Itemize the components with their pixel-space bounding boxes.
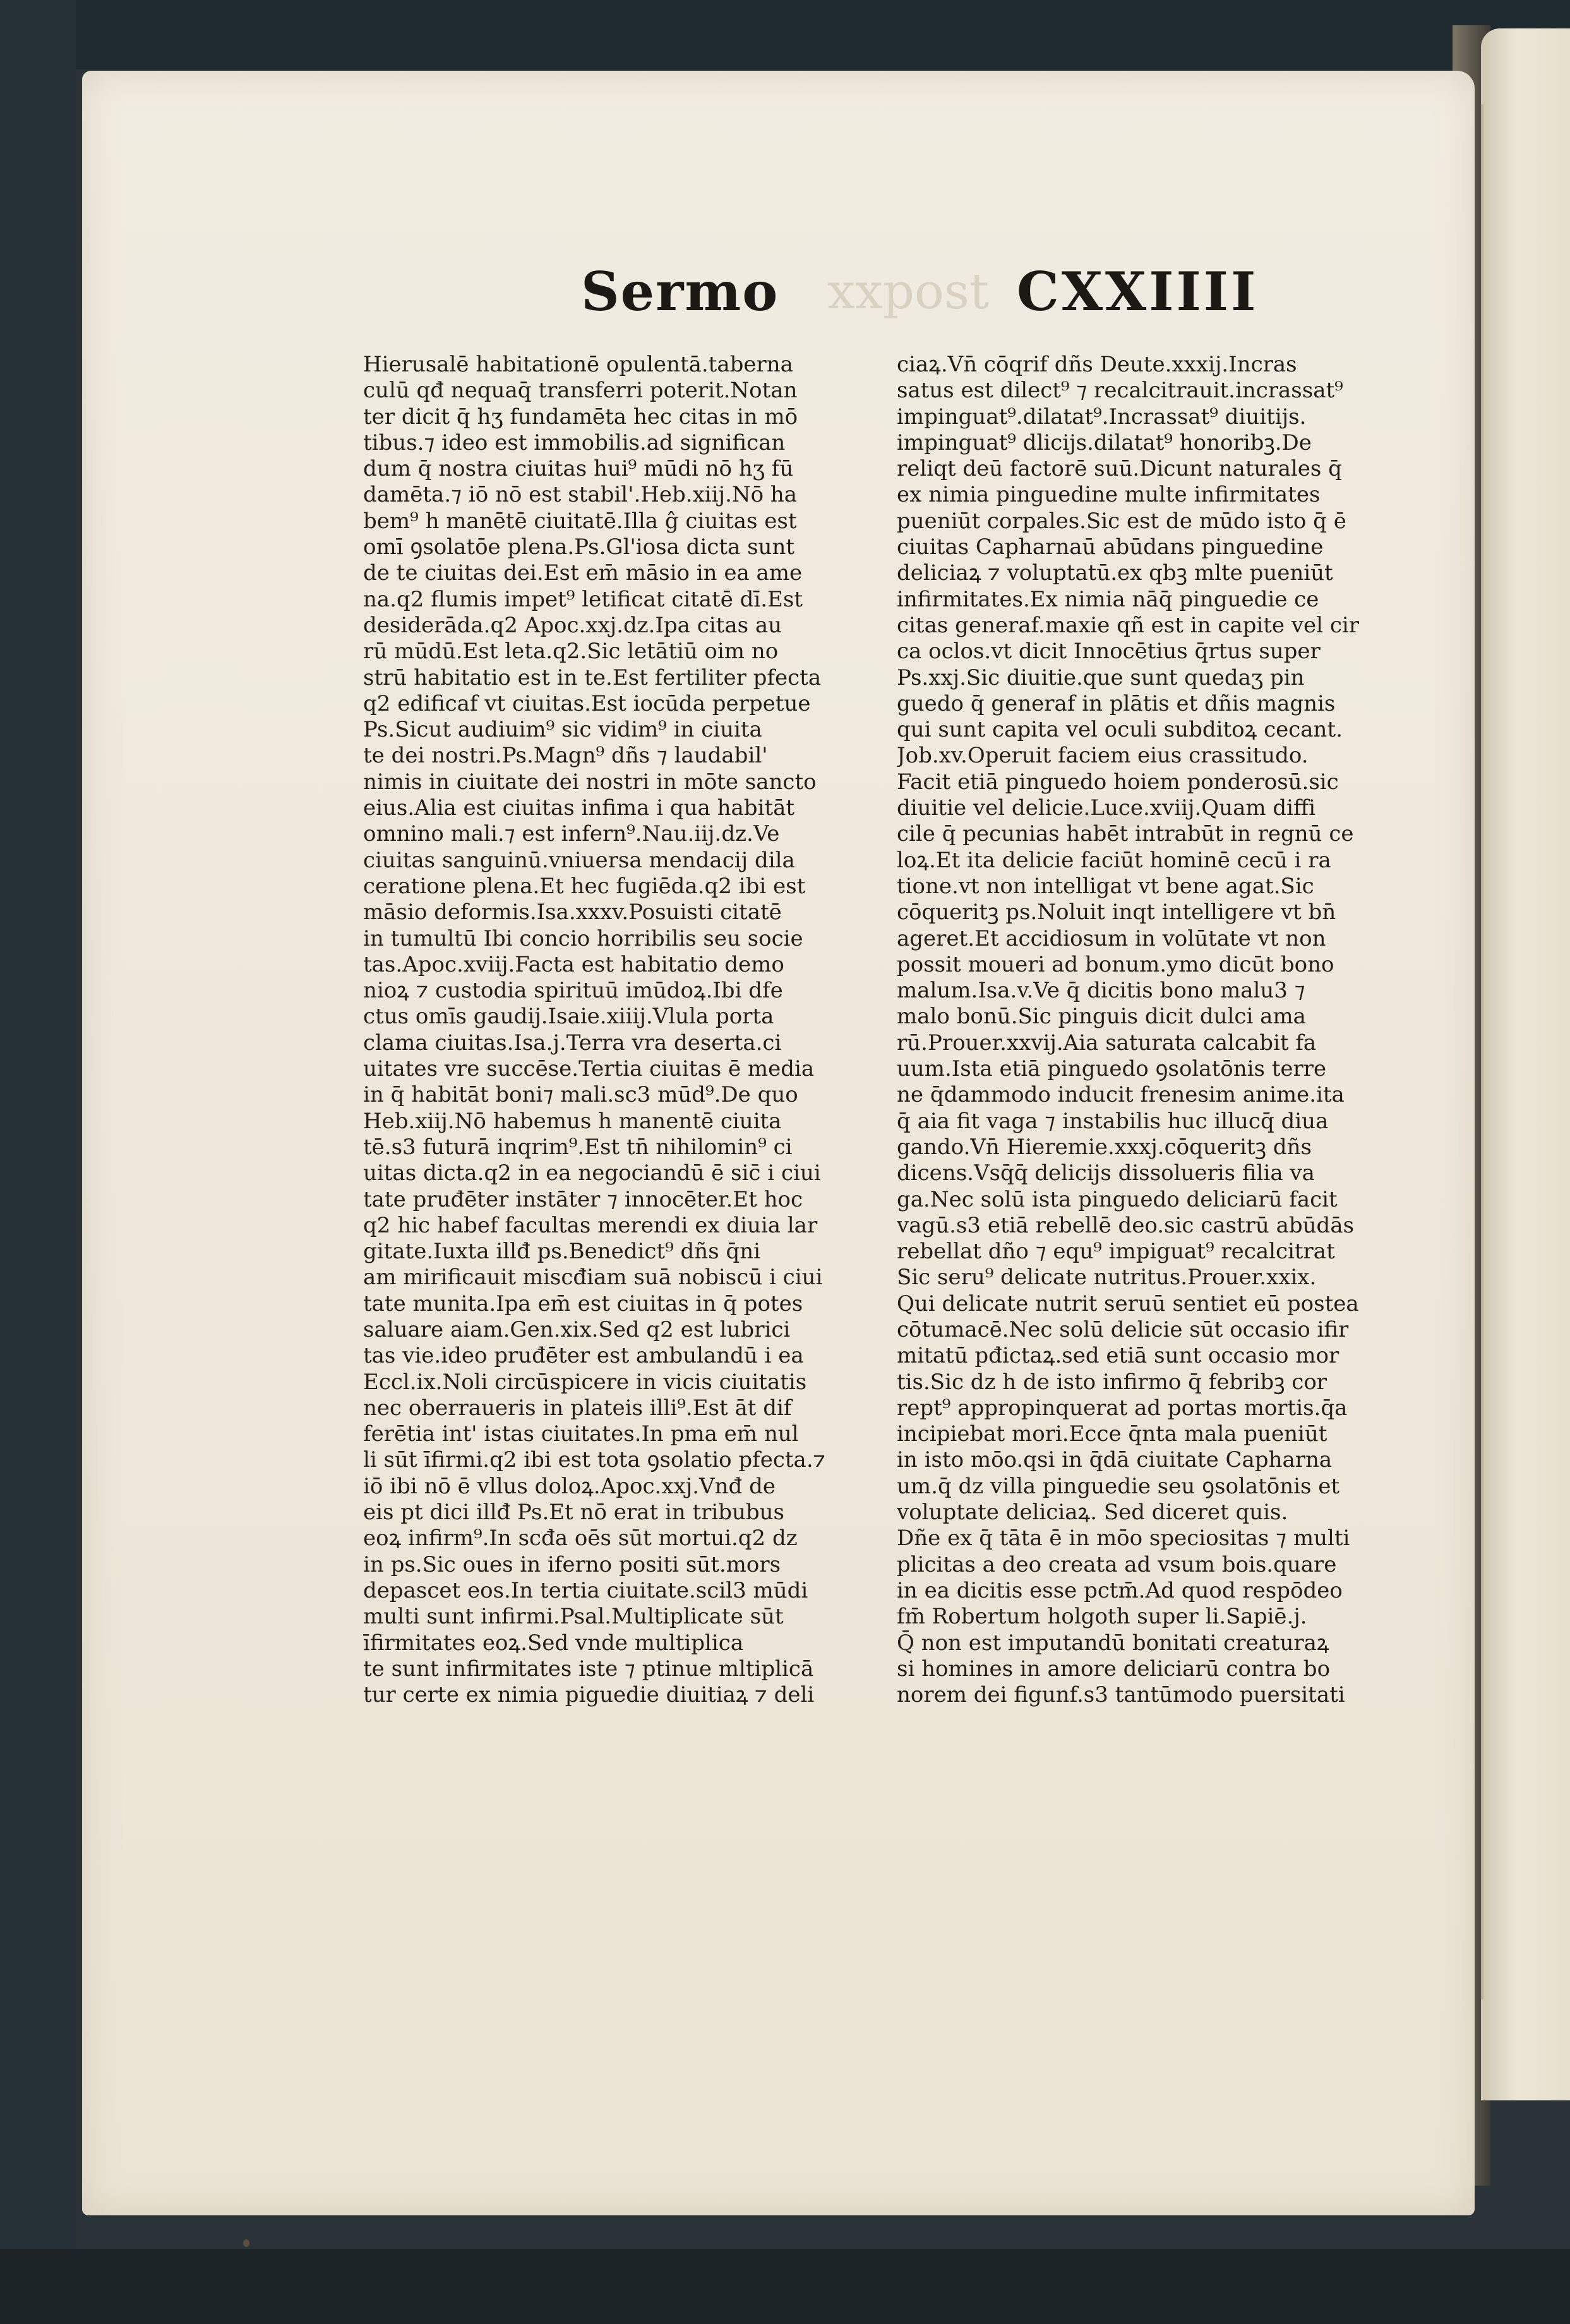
text-line: ceratione plena.Et hec fugiēda.q2 ibi est	[363, 873, 806, 899]
text-line: Q̄ non est imputandū bonitati creaturaꝝ	[897, 1630, 1329, 1656]
text-line: infirmitates.Ex nimia nāq̄ pinguedie ce	[897, 586, 1319, 612]
text-line: ferētia int' istas ciuitates.In pma em̄ nul	[363, 1421, 799, 1447]
text-line: tē.s3 futurā inqrim⁹.Est tn̄ nihilomin⁹ ci	[363, 1134, 793, 1160]
text-line: eius.Alia est ciuitas infima i qua habitāt	[363, 795, 795, 821]
show-through-text: xxpost	[827, 263, 990, 320]
text-line: Qui delicate nutrit seruū sentiet eū postea	[897, 1291, 1359, 1316]
text-line: q2 hic habef facultas merendi ex diuia lar	[363, 1212, 818, 1238]
text-line: Facit etiā pinguedo hoiem ponderosū.sic	[897, 769, 1339, 795]
page-header	[82, 191, 1475, 330]
text-line: rū mūdū.Est leta.q2.Sic letātiū oim no	[363, 639, 779, 665]
text-line: uum.Ista etiā pinguedo ꝯsolatōnis terre	[897, 1056, 1327, 1082]
text-line: nec oberraueris in plateis illi⁹.Est āt dif	[363, 1395, 792, 1421]
text-line: Dñe ex q̄ tāta ē in mōo speciositas ⁊ multi	[897, 1526, 1350, 1551]
text-line: clama ciuitas.Isa.j.Terra vra deserta.ci	[363, 1030, 782, 1056]
text-line: saluare aiam.Gen.xix.Sed q2 est lubrici	[363, 1316, 791, 1342]
text-line: li sūt īfirmi.q2 ibi est tota ꝯsolatio pfecta.⁊	[363, 1447, 826, 1473]
text-line: strū habitatio est in te.Est fertiliter pfecta	[363, 665, 822, 690]
text-line: vagū.s3 etiā rebellē deo.sic castrū abūdās	[897, 1212, 1355, 1238]
text-line: rū.Prouer.xxvij.Aia saturata calcabit fa	[897, 1030, 1317, 1056]
text-line: māsio deformis.Isa.xxxv.Posuisti citatē	[363, 900, 782, 925]
text-line: dum q̄ nostra ciuitas hui⁹ mūdi nō hʒ fū	[363, 456, 794, 482]
text-line: dicens.Vsq̄q̄ delicijs dissolueris filia va	[897, 1160, 1315, 1186]
paper-stain	[1067, 810, 1143, 829]
text-line: malum.Isa.v.Ve q̄ dicitis bono malu3 ⁊	[897, 978, 1305, 1004]
text-line: Sic seru⁹ delicate nutritus.Prouer.xxix.	[897, 1265, 1317, 1291]
text-line: impinguat⁹ dlicijs.dilatat⁹ honoribꝫ.De	[897, 430, 1312, 455]
text-line: citas generaf.maxie qñ est in capite vel cir	[897, 612, 1360, 638]
facing-page-border	[1481, 104, 1483, 1999]
text-line: desiderāda.q2 Apoc.xxj.dz.Ipa citas au	[363, 612, 782, 638]
scan-background-left	[0, 0, 76, 2324]
text-line: nimis in ciuitate dei nostri in mōte sancto	[363, 769, 817, 795]
text-line: mitatū pđictaꝝ.sed etiā sunt occasio mor	[897, 1343, 1339, 1369]
text-line: cōqueritꝫ ps.Noluit inqt intelligere vt bn̄	[897, 900, 1336, 925]
text-line: gando.Vn̄ Hieremie.xxxj.cōqueritꝫ dñs	[897, 1134, 1312, 1160]
text-line: na.q2 flumis impet⁹ letificat citatē dī.Est	[363, 586, 803, 612]
text-column-right	[897, 352, 1465, 1918]
text-line: uitas dicta.q2 in ea negociandū ē sic̄ i ciui	[363, 1160, 821, 1186]
text-line: um.q̄ dz villa pinguedie seu ꝯsolatōnis et	[897, 1473, 1340, 1499]
text-line: de te ciuitas dei.Est em̄ māsio in ea ame	[363, 560, 803, 586]
text-line: gitate.Iuxta illđ ps.Benedict⁹ dñs q̄ni	[363, 1239, 760, 1265]
text-line: impinguat⁹.dilatat⁹.Incrassat⁹ diuitijs.	[897, 404, 1307, 430]
text-line: Eccl.ix.Noli circūspicere in vicis ciuitatis	[363, 1369, 807, 1395]
text-line: tate munita.Ipa em̄ est ciuitas in q̄ potes	[363, 1291, 803, 1316]
text-line: omī ꝯsolatōe plena.Ps.Gl'iosa dicta sunt	[363, 534, 795, 560]
text-line: tas vie.ideo pruđēter est ambulandū i ea	[363, 1343, 804, 1369]
text-line: q2 edificaf vt ciuitas.Est iocūda perpetue	[363, 690, 811, 716]
text-line: in isto mōo.qsi in q̄dā ciuitate Capharna	[897, 1447, 1333, 1473]
text-line: satus est dilect⁹ ⁊ recalcitrauit.incrassat⁹	[897, 378, 1343, 404]
text-line: tate pruđēter instāter ⁊ innocēter.Et hoc	[363, 1186, 803, 1212]
running-head: Sermo	[581, 260, 779, 323]
folio-number: CXXIIII	[1017, 260, 1259, 323]
text-line: Job.xv.Operuit faciem eius crassitudo.	[897, 743, 1309, 769]
text-line: malo bonū.Sic pinguis dicit dulci ama	[897, 1004, 1306, 1030]
text-line: loꝝ.Et ita delicie faciūt hominē cecū i ra	[897, 847, 1331, 873]
text-line: q̄ aia fit vaga ⁊ instabilis huc illucq̄ diua	[897, 1108, 1329, 1134]
text-line: incipiebat mori.Ecce q̄nta mala pueniūt	[897, 1421, 1327, 1447]
text-line: ne q̄dammodo inducit frenesim anime.ita	[897, 1082, 1345, 1108]
text-line: in q̄ habitāt boni⁊ mali.sc3 mūd⁹.De quo	[363, 1082, 798, 1108]
text-line: plicitas a deo creata ad vsum bois.quare	[897, 1551, 1337, 1577]
text-line: deliciaꝝ ⁊ voluptatū.ex qbꝫ mlte pueniūt	[897, 560, 1333, 586]
text-line: rept⁹ appropinquerat ad portas mortis.q̄a	[897, 1395, 1348, 1421]
text-line: Hierusalē habitationē opulentā.taberna	[363, 352, 793, 377]
text-line: multi sunt infirmi.Psal.Multiplicate sūt	[363, 1604, 784, 1630]
text-column-left	[363, 352, 865, 1918]
text-line: culū qđ nequaq̄ transferri poterit.Notan	[363, 378, 798, 404]
text-line: eoꝝ infirm⁹.In scđa oēs sūt mortui.q2 dz	[363, 1526, 798, 1551]
text-line: diuitie vel delicie.Luce.xviij.Quam diffi	[897, 795, 1316, 821]
text-line: Ps.Sicut audiuim⁹ sic vidim⁹ in ciuita	[363, 717, 762, 743]
text-line: te sunt infirmitates iste ⁊ ptinue mltiplicā	[363, 1656, 814, 1682]
text-line: Ps.xxj.Sic diuitie.que sunt quedaʒ pin	[897, 665, 1305, 690]
book-page	[82, 71, 1475, 2215]
text-line: cile q̄ pecunias habēt intrabūt in regnū ce	[897, 821, 1354, 847]
text-line: norem dei figunf.s3 tantūmodo puersitati	[897, 1682, 1345, 1708]
text-line: in ps.Sic oues in iferno positi sūt.mors	[363, 1551, 781, 1577]
text-line: ciuitas sanguinū.vniuersa mendacij dila	[363, 847, 795, 873]
text-line: ex nimia pinguedine multe infirmitates	[897, 482, 1321, 508]
text-line: tas.Apoc.xviij.Facta est habitatio demo	[363, 951, 784, 977]
text-line: iō ibi nō ē vllus doloꝝ.Apoc.xxj.Vnđ de	[363, 1473, 776, 1499]
text-line: te dei nostri.Ps.Magn⁹ dñs ⁊ laudabil'	[363, 743, 768, 769]
text-line: tis.Sic dz h de isto infirmo q̄ febribꝫ cor	[897, 1369, 1327, 1395]
text-line: ciaꝝ.Vn̄ cōqrif dñs Deute.xxxij.Incras	[897, 352, 1297, 377]
text-line: tibus.⁊ ideo est immobilis.ad significan	[363, 430, 786, 455]
text-line: ga.Nec solū ista pinguedo deliciarū facit	[897, 1186, 1338, 1212]
text-line: rebellat dño ⁊ equ⁹ impiguat⁹ recalcitrat	[897, 1239, 1335, 1265]
text-line: ageret.Et accidiosum in volūtate vt non	[897, 925, 1326, 951]
text-line: pueniūt corpales.Sic est de mūdo isto q̄ ē	[897, 508, 1346, 534]
text-line: guedo q̄ generaf in plātis et dñis magnis	[897, 690, 1336, 716]
text-line: uitates vre succēse.Tertia ciuitas ē media	[363, 1056, 815, 1082]
text-line: Heb.xiij.Nō habemus h manentē ciuita	[363, 1108, 782, 1134]
text-line: am mirificauit miscđiam suā nobiscū i ciui	[363, 1265, 823, 1291]
text-line: nioꝝ ⁊ custodia spirituū imūdoꝝ.Ibi dfe	[363, 978, 783, 1004]
ink-spot	[243, 2239, 249, 2247]
text-line: tur certe ex nimia piguedie diuitiaꝝ ⁊ deli	[363, 1682, 815, 1708]
text-line: ca oclos.vt dicit Innocētius q̄rtus super	[897, 639, 1321, 665]
text-line: reliqt deū factorē suū.Dicunt naturales q̄	[897, 456, 1342, 482]
text-line: omnino mali.⁊ est infern⁹.Nau.iij.dz.Ve	[363, 821, 780, 847]
text-line: possit moueri ad bonum.ymo dicūt bono	[897, 951, 1334, 977]
text-line: cōtumacē.Nec solū delicie sūt occasio ifir	[897, 1316, 1349, 1342]
text-line: ciuitas Capharnaū abūdans pinguedine	[897, 534, 1324, 560]
text-line: damēta.⁊ iō nō est stabil'.Heb.xiij.Nō ha	[363, 482, 798, 508]
scan-background-bottom	[0, 2249, 1570, 2324]
text-line: bem⁹ h manētē ciuitatē.Illa ĝ ciuitas est	[363, 508, 797, 534]
text-line: eis pt dici illđ Ps.Et nō erat in tribubus	[363, 1500, 784, 1526]
text-line: īfirmitates eoꝝ.Sed vnde multiplica	[363, 1630, 744, 1656]
text-line: depascet eos.In tertia ciuitate.scil3 mūdi	[363, 1577, 808, 1603]
text-line: ter dicit q̄ hʒ fundamēta hec citas in mō	[363, 404, 798, 430]
text-line: in ea dicitis esse pctm̄.Ad quod respōdeo	[897, 1577, 1343, 1603]
text-line: qui sunt capita vel oculi subditoꝝ cecant.	[897, 717, 1343, 743]
text-line: voluptate deliciaꝝ. Sed diceret quis.	[897, 1500, 1288, 1526]
text-line: in tumultū Ibi concio horribilis seu socie	[363, 925, 803, 951]
text-line: fm̄ Robertum holgoth super li.Sapiē.j.	[897, 1604, 1307, 1630]
scan-background-top	[0, 0, 1570, 69]
text-line: tione.vt non intelligat vt bene agat.Sic	[897, 873, 1314, 899]
text-line: ctus omīs gaudij.Isaie.xiiij.Vlula porta	[363, 1004, 774, 1030]
text-line: si homines in amore deliciarū contra bo	[897, 1656, 1331, 1682]
facing-page-edge	[1481, 28, 1570, 2100]
